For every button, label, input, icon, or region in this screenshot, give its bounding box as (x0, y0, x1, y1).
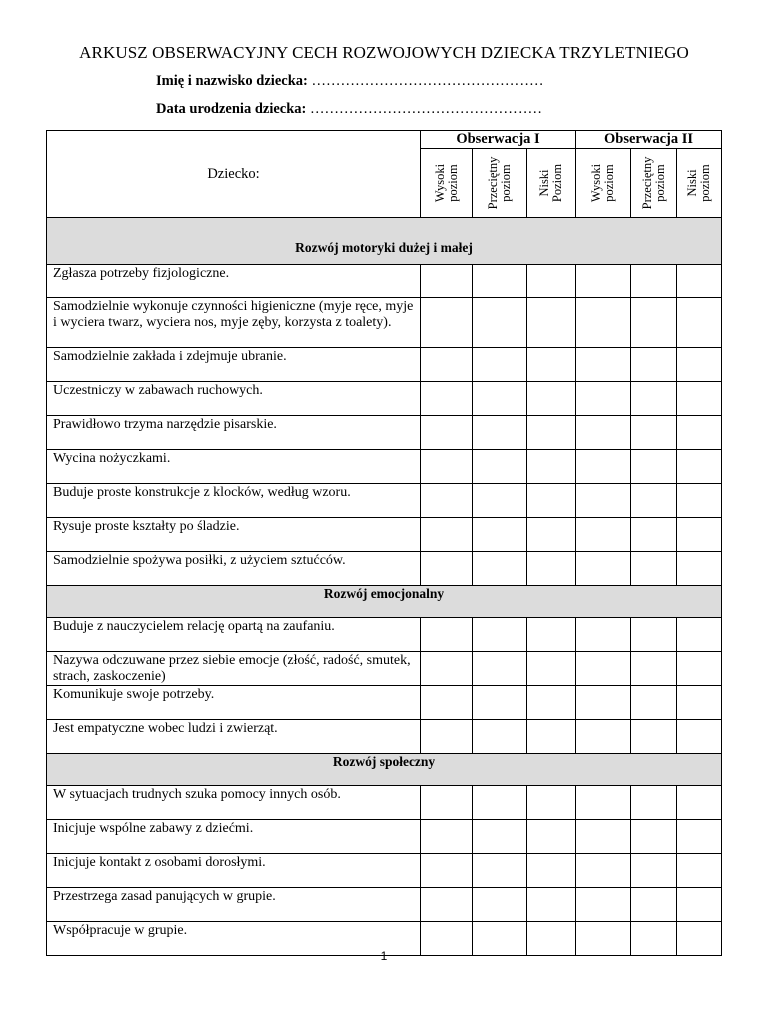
rating-cell[interactable] (677, 686, 722, 720)
table-row (47, 265, 722, 298)
rating-cell[interactable] (576, 786, 631, 820)
rating-cell[interactable] (421, 652, 473, 686)
rating-cell[interactable] (473, 265, 527, 298)
rating-cell[interactable] (631, 618, 677, 652)
rating-cell[interactable] (527, 786, 576, 820)
rating-cell[interactable] (527, 348, 576, 382)
table-row (47, 518, 722, 552)
rating-cell[interactable] (473, 518, 527, 552)
table-row (47, 686, 722, 720)
rating-cell[interactable] (421, 618, 473, 652)
rating-cell[interactable] (473, 720, 527, 754)
child-name-blank: ………………………………………… (311, 73, 544, 89)
behavior-description: Buduje z nauczycielem relację opartą na zaufaniu. (47, 618, 421, 652)
rating-cell[interactable] (576, 820, 631, 854)
rating-cell[interactable] (473, 618, 527, 652)
rating-cell[interactable] (421, 720, 473, 754)
table-row (47, 720, 722, 754)
rating-cell[interactable] (631, 786, 677, 820)
table-row (47, 854, 722, 888)
level-header-low-1: Niski Poziom (527, 149, 576, 218)
rating-cell[interactable] (527, 618, 576, 652)
level-header-high-2: Wysoki poziom (576, 149, 631, 218)
rating-cell[interactable] (527, 652, 576, 686)
rating-cell[interactable] (473, 298, 527, 348)
rating-cell[interactable] (527, 888, 576, 922)
rating-cell[interactable] (421, 820, 473, 854)
table-row (47, 888, 722, 922)
rating-cell[interactable] (473, 686, 527, 720)
rating-cell[interactable] (631, 686, 677, 720)
rating-cell[interactable] (677, 720, 722, 754)
table-row (47, 786, 722, 820)
observation-table (46, 130, 722, 956)
rating-cell[interactable] (421, 888, 473, 922)
rating-cell[interactable] (576, 552, 631, 586)
table-row (47, 652, 722, 686)
section-title: Rozwój motoryki dużej i małej (47, 218, 722, 265)
rating-cell[interactable] (473, 786, 527, 820)
rating-cell[interactable] (421, 786, 473, 820)
behavior-description: Inicjuje wspólne zabawy z dziećmi. (47, 820, 421, 854)
rating-cell[interactable] (473, 552, 527, 586)
behavior-description: Buduje proste konstrukcje z klocków, według wzoru. (47, 484, 421, 518)
rating-cell[interactable] (576, 518, 631, 552)
rating-cell[interactable] (677, 484, 722, 518)
behavior-description: Samodzielnie spożywa posiłki, z użyciem sztućców. (47, 552, 421, 586)
behavior-description: Uczestniczy w zabawach ruchowych. (47, 382, 421, 416)
rating-cell[interactable] (631, 854, 677, 888)
rating-cell[interactable] (576, 450, 631, 484)
rating-cell[interactable] (576, 854, 631, 888)
table-row (47, 416, 722, 450)
rating-cell[interactable] (631, 820, 677, 854)
rating-cell[interactable] (527, 265, 576, 298)
behavior-description: W sytuacjach trudnych szuka pomocy innych osób. (47, 786, 421, 820)
rating-cell[interactable] (473, 652, 527, 686)
child-name-field (156, 73, 543, 90)
rating-cell[interactable] (421, 552, 473, 586)
behavior-description: Samodzielnie wykonuje czynności higieniczne (myje ręce, myje i wyciera twarz, wyciera nos, myje zęby, korzysta z toalety). (47, 298, 421, 348)
rating-cell[interactable] (677, 265, 722, 298)
level-header-medium-1: Przeciętny poziom (473, 149, 527, 218)
rating-cell[interactable] (576, 265, 631, 298)
rating-cell[interactable] (631, 298, 677, 348)
rating-cell[interactable] (421, 518, 473, 552)
birth-date-blank: ………………………………………… (310, 101, 542, 117)
rating-cell[interactable] (527, 854, 576, 888)
behavior-description: Przestrzega zasad panujących w grupie. (47, 888, 421, 922)
section-header-row (47, 586, 722, 618)
level-header-high-1: Wysoki poziom (421, 149, 473, 218)
rating-cell[interactable] (473, 450, 527, 484)
table-row (47, 618, 722, 652)
rating-cell[interactable] (473, 888, 527, 922)
rating-cell[interactable] (527, 484, 576, 518)
rating-cell[interactable] (631, 720, 677, 754)
rating-cell[interactable] (631, 518, 677, 552)
observation-1-header: Obserwacja I (421, 131, 576, 149)
behavior-description: Samodzielnie zakłada i zdejmuje ubranie. (47, 348, 421, 382)
rating-cell[interactable] (576, 298, 631, 348)
document-title: ARKUSZ OBSERWACYJNY CECH ROZWOJOWYCH DZIECKA TRZYLETNIEGO (79, 43, 689, 62)
rating-cell[interactable] (473, 484, 527, 518)
rating-cell[interactable] (421, 416, 473, 450)
behavior-description: Współpracuje w grupie. (47, 922, 421, 956)
rating-cell[interactable] (473, 416, 527, 450)
behavior-description: Rysuje proste kształty po śladzie. (47, 518, 421, 552)
rating-cell[interactable] (473, 348, 527, 382)
table-row (47, 820, 722, 854)
rating-cell[interactable] (421, 450, 473, 484)
rating-cell[interactable] (527, 518, 576, 552)
rating-cell[interactable] (677, 786, 722, 820)
rating-cell[interactable] (677, 854, 722, 888)
rating-cell[interactable] (473, 382, 527, 416)
table-row (47, 298, 722, 348)
rating-cell[interactable] (576, 348, 631, 382)
rating-cell[interactable] (576, 484, 631, 518)
birth-date-field (156, 101, 542, 118)
rating-cell[interactable] (677, 820, 722, 854)
rating-cell[interactable] (631, 416, 677, 450)
rating-cell[interactable] (576, 382, 631, 416)
rating-cell[interactable] (421, 686, 473, 720)
section-header-row (47, 218, 722, 265)
rating-cell[interactable] (527, 450, 576, 484)
rating-cell[interactable] (677, 552, 722, 586)
rating-cell[interactable] (421, 298, 473, 348)
rating-cell[interactable] (421, 265, 473, 298)
table-row (47, 348, 722, 382)
rating-cell[interactable] (677, 888, 722, 922)
rating-cell[interactable] (527, 298, 576, 348)
rating-cell[interactable] (631, 484, 677, 518)
rating-cell[interactable] (576, 720, 631, 754)
behavior-description: Prawidłowo trzyma narzędzie pisarskie. (47, 416, 421, 450)
child-name-label: Imię i nazwisko dziecka: (156, 73, 308, 89)
header-row-groups (47, 131, 722, 149)
rating-cell[interactable] (631, 265, 677, 298)
rating-cell[interactable] (473, 820, 527, 854)
rating-cell[interactable] (631, 382, 677, 416)
rating-cell[interactable] (677, 348, 722, 382)
behavior-description: Zgłasza potrzeby fizjologiczne. (47, 265, 421, 298)
behavior-description: Wycina nożyczkami. (47, 450, 421, 484)
section-title: Rozwój społeczny (47, 754, 722, 786)
rating-cell[interactable] (576, 618, 631, 652)
table-row (47, 450, 722, 484)
rating-cell[interactable] (677, 618, 722, 652)
level-header-low-2: Niski poziom (677, 149, 722, 218)
behavior-description: Inicjuje kontakt z osobami dorosłymi. (47, 854, 421, 888)
rating-cell[interactable] (576, 888, 631, 922)
rating-cell[interactable] (421, 484, 473, 518)
rating-cell[interactable] (677, 518, 722, 552)
rating-cell[interactable] (473, 854, 527, 888)
rating-cell[interactable] (677, 450, 722, 484)
rating-cell[interactable] (677, 652, 722, 686)
rating-cell[interactable] (677, 382, 722, 416)
rating-cell[interactable] (527, 382, 576, 416)
rating-cell[interactable] (631, 450, 677, 484)
table-row (47, 552, 722, 586)
rating-cell[interactable] (576, 686, 631, 720)
rating-cell[interactable] (631, 552, 677, 586)
section-header-row (47, 754, 722, 786)
rating-cell[interactable] (631, 652, 677, 686)
birth-date-label: Data urodzenia dziecka: (156, 101, 307, 117)
rating-cell[interactable] (421, 348, 473, 382)
section-title: Rozwój emocjonalny (47, 586, 722, 618)
rating-cell[interactable] (631, 888, 677, 922)
table-row (47, 484, 722, 518)
rating-cell[interactable] (576, 416, 631, 450)
behavior-description: Nazywa odczuwane przez siebie emocje (złość, radość, smutek, strach, zaskoczenie) (47, 652, 421, 686)
rating-cell[interactable] (421, 382, 473, 416)
rating-cell[interactable] (527, 686, 576, 720)
rating-cell[interactable] (677, 416, 722, 450)
rating-cell[interactable] (527, 416, 576, 450)
rating-cell[interactable] (576, 652, 631, 686)
level-header-medium-2: Przeciętny poziom (631, 149, 677, 218)
rating-cell[interactable] (527, 820, 576, 854)
rating-cell[interactable] (677, 298, 722, 348)
behavior-description: Komunikuje swoje potrzeby. (47, 686, 421, 720)
rating-cell[interactable] (527, 720, 576, 754)
rating-cell[interactable] (527, 552, 576, 586)
rating-cell[interactable] (631, 348, 677, 382)
table-row (47, 382, 722, 416)
child-header: Dziecko: (47, 131, 421, 218)
behavior-description: Jest empatyczne wobec ludzi i zwierząt. (47, 720, 421, 754)
observation-2-header: Obserwacja II (576, 131, 722, 149)
page-number: 1 (380, 949, 388, 963)
rating-cell[interactable] (421, 854, 473, 888)
